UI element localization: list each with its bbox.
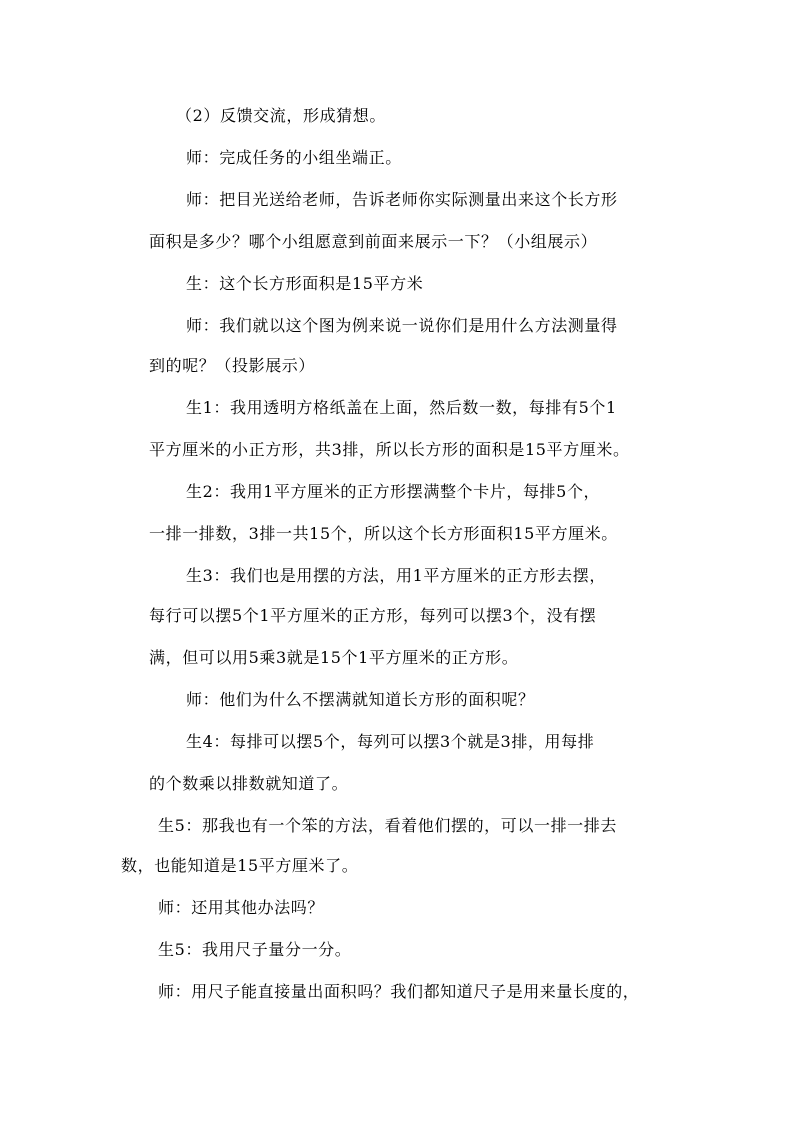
dialogue-line-continued: 平方厘米的小正方形，共3排，所以长方形的面积是15平方厘米。 [149, 440, 630, 459]
dialogue-line-continued: 数，也能知道是15平方厘米了。 [121, 856, 359, 875]
dialogue-line: 生：这个长方形面积是15平方米 [186, 274, 424, 293]
dialogue-line: 师：我们就以这个图为例来说一说你们是用什么方法测量得 [186, 316, 618, 335]
dialogue-line: 生1：我用透明方格纸盖在上面，然后数一数，每排有5个1 [186, 398, 617, 417]
dialogue-line: 生5：我用尺子量分一分。 [158, 940, 352, 959]
dialogue-line: 生5：那我也有一个笨的方法，看着他们摆的，可以一排一排去 [158, 816, 617, 835]
dialogue-line: 师：把目光送给老师，告诉老师你实际测量出来这个长方形 [186, 190, 618, 209]
dialogue-line-continued: 每行可以摆5个1平方厘米的正方形，每列可以摆3个，没有摆 [149, 606, 597, 625]
dialogue-line: 生4：每排可以摆5个，每列可以摆3个就是3排，用每排 [186, 732, 595, 751]
paragraph-heading: （2）反馈交流，形成猜想。 [176, 106, 386, 125]
dialogue-line-continued: 一排一排数，3排一共15个，所以这个长方形面积15平方厘米。 [149, 524, 618, 543]
dialogue-line: 生2：我用1平方厘米的正方形摆满整个卡片，每排5个， [186, 482, 601, 501]
dialogue-line: 师：还用其他办法吗？ [158, 898, 325, 917]
dialogue-line: 师：用尺子能直接量出面积吗？我们都知道尺子是用来量长度的， [158, 982, 640, 1001]
dialogue-line-continued: 面积是多少？哪个小组愿意到前面来展示一下？（小组展示） [149, 232, 598, 251]
dialogue-line-continued: 到的呢？（投影展示） [149, 356, 316, 375]
dialogue-line-continued: 满，但可以用5乘3就是15个1平方厘米的正方形。 [149, 648, 519, 667]
dialogue-line-continued: 的个数乘以排数就知道了。 [149, 774, 349, 793]
dialogue-line: 生3：我们也是用摆的方法，用1平方厘米的正方形去摆， [186, 566, 606, 585]
dialogue-line: 师：完成任务的小组坐端正。 [186, 148, 402, 167]
dialogue-line: 师：他们为什么不摆满就知道长方形的面积呢？ [186, 690, 535, 709]
